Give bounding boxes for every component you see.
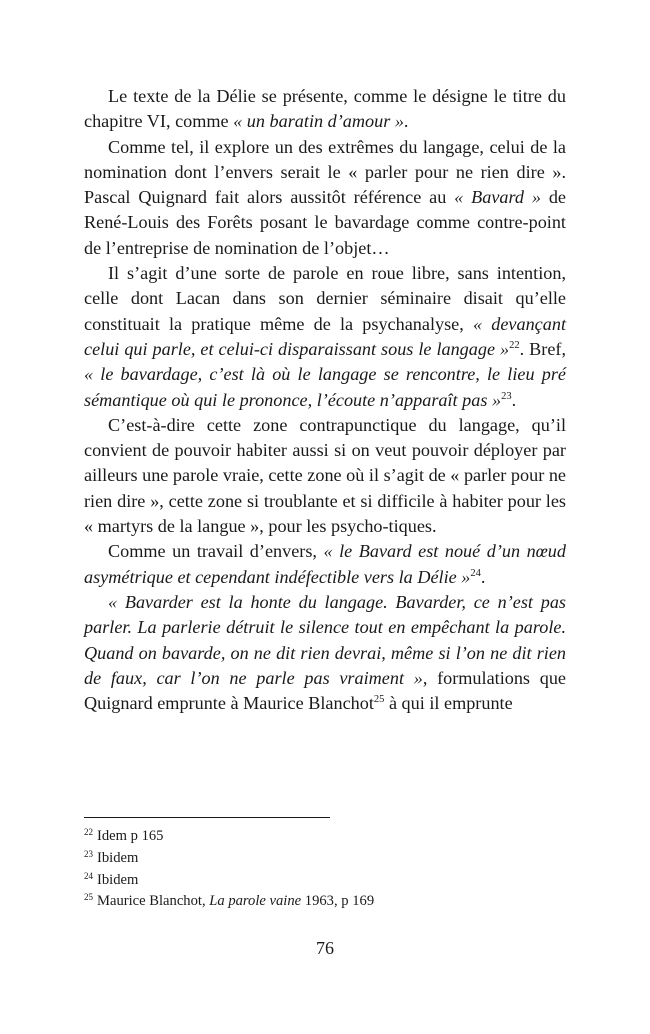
text-run: à qui il emprunte	[384, 693, 513, 714]
footnote-number: 23	[84, 848, 93, 859]
page-number: 76	[316, 938, 334, 958]
italic-text: « devançant celui qui parle, et celui-ci disparaissant sous le langage »	[84, 313, 566, 359]
footnote	[84, 826, 566, 848]
text-run: Il s’agit d’une sorte de parole en roue libre, sans intention, celle dont Lacan dans son dernier séminaire disait qu’elle constituait la pratique même de la psychanalyse,	[84, 263, 566, 334]
footnote-ref: 25	[373, 694, 385, 706]
italic-text: « le bavardage, c’est là où le langage se rencontre, le lieu pré sémantique où qui le prononce, l’écoute n’apparaît pas »	[84, 364, 566, 410]
footnote-number: 25	[84, 892, 93, 903]
paragraph	[84, 84, 566, 135]
italic-text: « le Bavard est noué d’un nœud asymétrique et cependant indéfectible vers la Délie »	[84, 541, 566, 587]
text-run: .	[511, 389, 517, 410]
paragraph	[84, 590, 566, 716]
text-run: de René-Louis des Forêts posant le bavardage comme contre-point de l’entreprise de nomination de l’objet…	[84, 187, 566, 258]
text-run: .	[480, 566, 486, 587]
footnote	[84, 848, 566, 870]
paragraph	[84, 135, 566, 261]
text-run: . Bref,	[519, 338, 566, 359]
footnote-number: 22	[84, 827, 93, 837]
text-run: .	[403, 111, 409, 132]
footnote-ref: 23	[501, 390, 512, 402]
footnote-ref: 22	[509, 339, 520, 351]
paragraph	[84, 413, 566, 539]
text-run: Idem p 165	[97, 828, 164, 844]
italic-text: « Bavard »	[454, 187, 541, 208]
footnotes	[84, 826, 566, 913]
italic-text: La parole vaine	[209, 893, 302, 910]
text-run: Le texte de la Délie se présente, comme le désigne le titre du chapitre VI, comme	[84, 86, 566, 132]
footnote	[84, 870, 566, 892]
paragraph	[84, 539, 566, 590]
text-run: Maurice Blanchot,	[97, 893, 210, 910]
text-run: 1963, p 169	[301, 893, 375, 910]
footnote-ref: 24	[470, 567, 481, 579]
footnote-rule	[84, 817, 330, 818]
italic-text: « Bavarder est la honte du langage. Bavarder, ce n’est pas parler. La parlerie détruit le silence tout en empêchant la parole. Quand on bavarde, on ne dit rien devrai, même si l’on ne dit rien de faux, car l’on ne parle pas vraiment »	[84, 591, 566, 688]
text-run: Comme un travail d’envers,	[108, 541, 324, 562]
text-run: Comme tel, il explore un des extrêmes du langage, celui de la nomination dont l’envers serait le « parler pour ne rien dire ». Pascal Quignard fait alors aussitôt référence au	[84, 136, 566, 208]
footnote-number: 24	[84, 870, 93, 881]
italic-text: « un baratin d’amour »	[233, 111, 404, 132]
text-run: , formulations que Quignard emprunte à Maurice Blanchot	[84, 667, 566, 714]
text-run: C’est-à-dire cette zone contrapunctique du langage, qu’il convient de pouvoir habiter aussi si on veut pouvoir déployer par ailleurs une parole vraie, cette zone où il s’agit de « parler pour ne rien dire », cette zone si troublante et si difficile à habiter pour les « martyrs de la langue », pour les psycho-tiques.	[84, 414, 566, 537]
text-run: Ibidem	[97, 871, 139, 888]
text-run: Ibidem	[97, 849, 139, 866]
footnote	[84, 891, 566, 913]
body-text	[84, 84, 566, 716]
paragraph	[84, 261, 566, 413]
